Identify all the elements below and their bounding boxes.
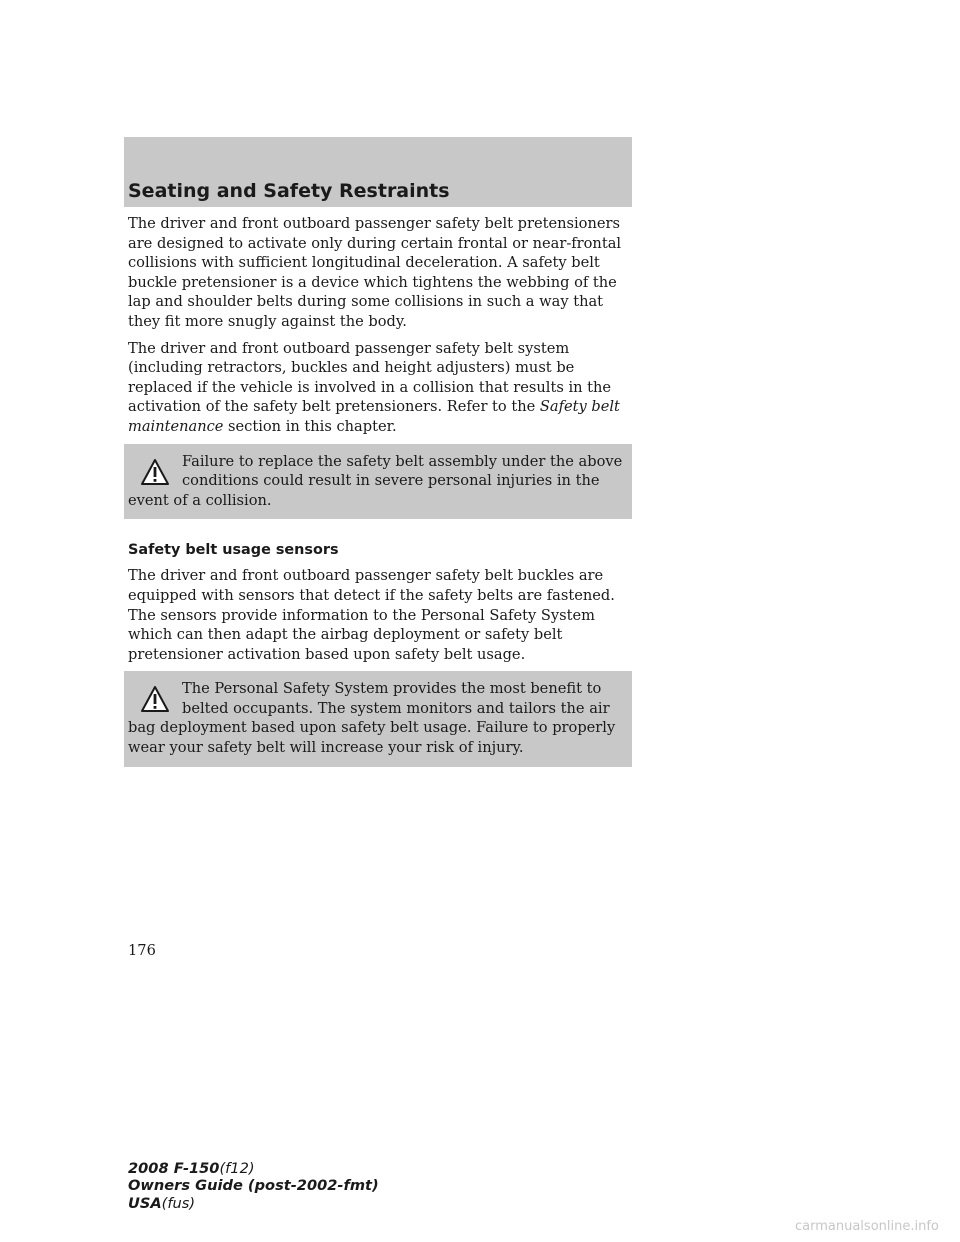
main-content: [128, 214, 628, 781]
paragraph-text: The driver and front outboard passenger safety belt system (including retractors, buckles and height adjusters) must be replaced if the vehicle is involved in a collision that results in the activation of the safety belt pretensioners. Refer to the: [128, 339, 612, 416]
warning-triangle-icon: [140, 458, 170, 486]
safety-belt-maintenance-reference: Safety belt maintenance: [128, 398, 620, 435]
watermark: carmanualsonline.info: [795, 1219, 939, 1234]
footer-line: [128, 1195, 379, 1212]
paragraph-text: section in this chapter.: [223, 417, 397, 435]
footer-guide: Owners Guide (post-2002-fmt): [128, 1177, 379, 1195]
footer-region: USA: [128, 1194, 162, 1212]
warning-box-personal-safety-system: [124, 671, 632, 766]
footer-line: [128, 1177, 379, 1194]
document-footer: [128, 1160, 379, 1212]
section-heading: Safety belt usage sensors: [128, 542, 339, 559]
footer-code: (f12): [219, 1160, 255, 1177]
warning-triangle-icon: [140, 685, 170, 713]
footer-region-code: (fus): [161, 1194, 196, 1212]
warning-box-replacement: [124, 444, 632, 520]
warning-text: Failure to replace the safety belt assembly under the above conditions could result in severe personal injuries in the event of a collision.: [128, 452, 623, 509]
warning-text: The Personal Safety System provides the most benefit to belted occupants. The system monitors and tailors the air bag deployment based upon safety belt usage. Failure to properly wear your safety belt will increase your risk of injury.: [128, 680, 616, 757]
page-number: 176: [128, 942, 156, 959]
page-title: Seating and Safety Restraints: [128, 180, 450, 202]
footer-line: [128, 1160, 379, 1177]
paragraph-belt-replacement: [128, 339, 628, 437]
footer-model: 2008 F-150: [128, 1160, 220, 1177]
paragraph-usage-sensors: The driver and front outboard passenger safety belt buckles are equipped with sensors that detect if the safety belts are fastened. The sensors provide information to the Personal Safety System which can then adapt the airbag deployment or safety belt pretensioner activation based upon safety belt usage.: [128, 567, 615, 663]
paragraph-pretensioners: The driver and front outboard passenger safety belt pretensioners are designed to activate only during certain frontal or near-frontal collisions with sufficient longitudinal deceleration. A safety belt buckle pretensioner is a device which tightens the webbing of the lap and shoulder belts during some collisions in such a way that they fit more snugly against the body.: [128, 215, 622, 330]
